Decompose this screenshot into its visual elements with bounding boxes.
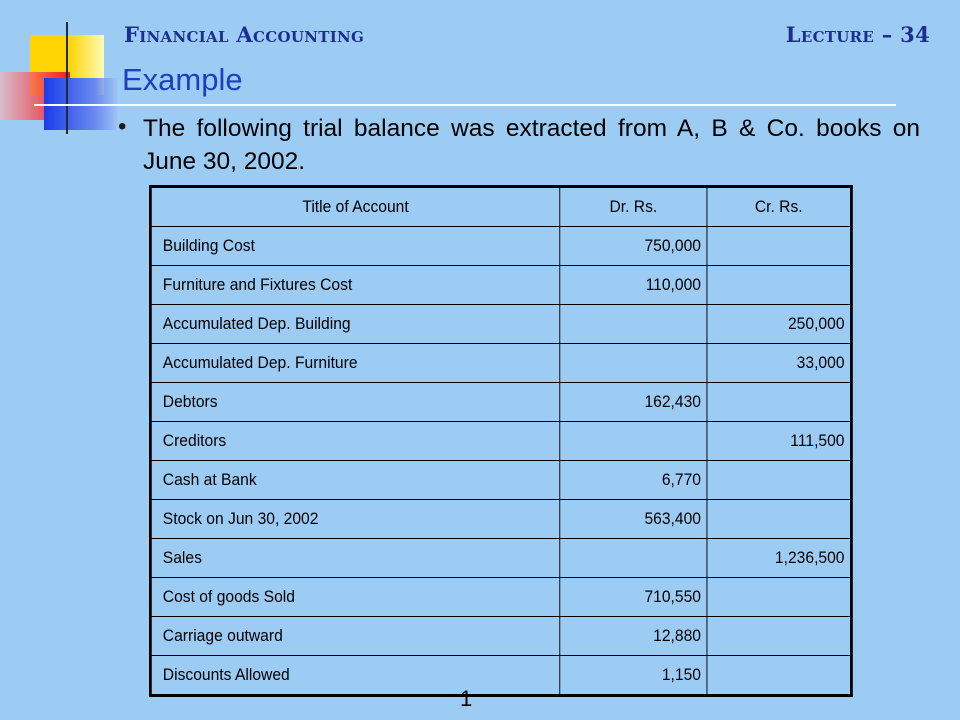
decor-vertical-line [66,22,68,134]
table-row [150,539,851,578]
account-name: Sales [150,539,559,578]
table-row [150,227,851,266]
table-row [150,266,851,305]
bullet-marker: • [118,113,127,140]
account-name: Accumulated Dep. Furniture [150,344,559,383]
course-title: Financial Accounting [124,22,365,47]
table-row [150,305,851,344]
account-name: Cash at Bank [150,461,559,500]
header-title-of-account: Title of Account [150,187,559,227]
credit-amount: 111,500 [707,422,851,461]
account-name: Building Cost [150,227,559,266]
debit-amount: 12,880 [560,617,707,656]
account-name: Cost of goods Sold [150,578,559,617]
credit-amount [707,578,851,617]
header-debit: Dr. Rs. [560,187,707,227]
debit-amount [560,305,707,344]
table-row [150,656,851,696]
credit-amount: 33,000 [707,344,851,383]
credit-amount [707,656,851,696]
account-name: Discounts Allowed [150,656,559,696]
table-row [150,344,851,383]
header-credit: Cr. Rs. [707,187,851,227]
bullet-text: The following trial balance was extracted from A, B & Co. books on June 30, 2002. [143,115,920,175]
debit-amount [560,539,707,578]
debit-amount: 750,000 [560,227,707,266]
credit-amount [707,617,851,656]
table-row [150,500,851,539]
debit-amount: 1,150 [560,656,707,696]
account-name: Carriage outward [150,617,559,656]
debit-amount: 563,400 [560,500,707,539]
debit-amount: 6,770 [560,461,707,500]
table-row [150,422,851,461]
page-number: 1 [460,686,473,711]
decor-horizontal-rule [34,104,896,106]
credit-amount [707,383,851,422]
account-name: Stock on Jun 30, 2002 [150,500,559,539]
credit-amount [707,461,851,500]
credit-amount: 1,236,500 [707,539,851,578]
lecture-number: Lecture – 34 [785,22,930,47]
debit-amount [560,422,707,461]
trial-balance-table [149,185,853,697]
account-name: Creditors [150,422,559,461]
slide-title: Example [122,62,243,97]
table-header-row [150,187,851,227]
debit-amount: 710,550 [560,578,707,617]
table-row [150,461,851,500]
credit-amount [707,227,851,266]
table-row [150,578,851,617]
account-name: Accumulated Dep. Building [150,305,559,344]
debit-amount: 162,430 [560,383,707,422]
table-row [150,383,851,422]
debit-amount: 110,000 [560,266,707,305]
credit-amount [707,266,851,305]
account-name: Debtors [150,383,559,422]
table-row [150,617,851,656]
account-name: Furniture and Fixtures Cost [150,266,559,305]
credit-amount [707,500,851,539]
credit-amount: 250,000 [707,305,851,344]
debit-amount [560,344,707,383]
